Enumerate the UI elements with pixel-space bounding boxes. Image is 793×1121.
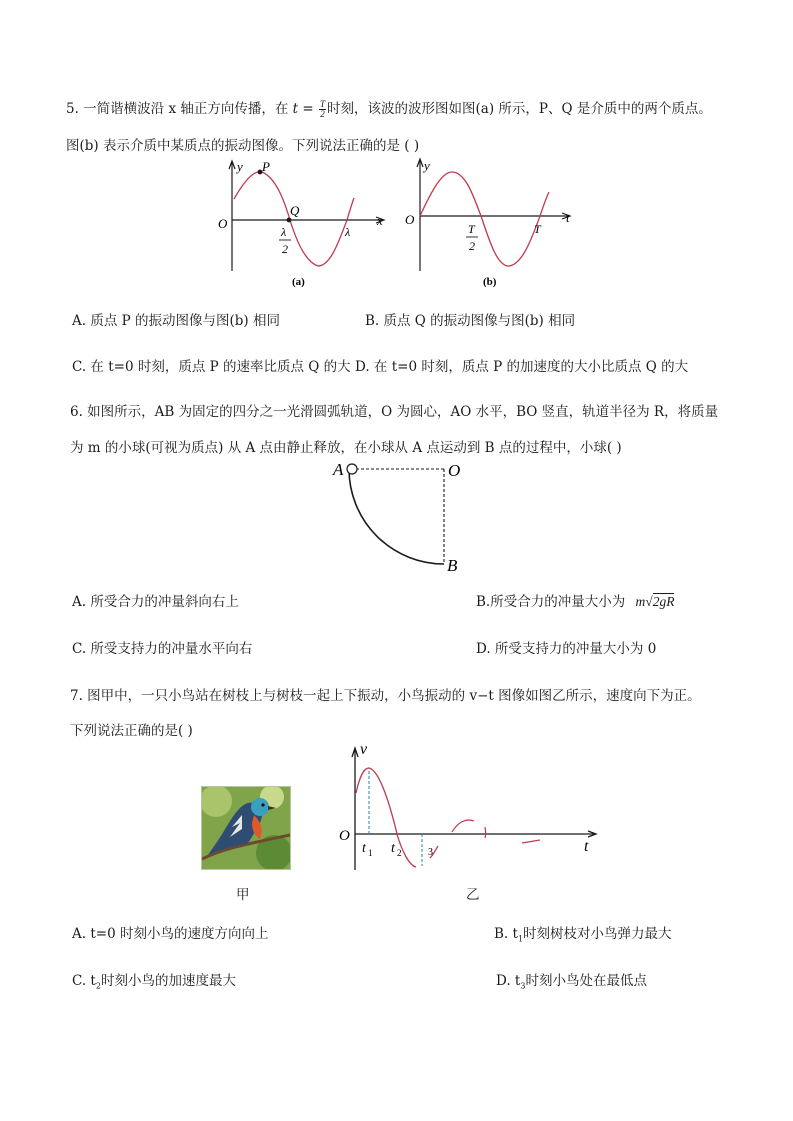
impulse-formula: m√2gR	[635, 594, 675, 609]
q5-stem-line2: 图(b) 表示介质中某质点的振动图像。下列说法正确的是 ( )	[66, 138, 420, 154]
t-over-2-fraction: $\frac{T}{2}$	[320, 99, 326, 119]
label-t1: t	[362, 841, 366, 856]
q7-option-d[interactable]: D. $t_3$时刻小鸟处在最低点	[496, 973, 647, 991]
q5-option-c[interactable]: C. 在 t=0 时刻，质点 P 的速率比质点 Q 的大	[72, 359, 351, 375]
label-half-T-den: 2	[469, 239, 475, 253]
caption-b: (b)	[483, 276, 497, 288]
label-p: P	[262, 159, 270, 174]
label-t1-sub: 1	[368, 848, 373, 858]
axis-label-y: y	[237, 159, 243, 174]
velocity-curve-fragment-3	[485, 827, 486, 838]
q5-option-a[interactable]: A. 质点 P 的振动图像与图(b) 相同	[72, 313, 280, 329]
q5-option-d[interactable]: D. 在 t=0 时刻，质点 P 的加速度的大小比质点 Q 的大	[355, 359, 689, 375]
label-t2: t	[391, 841, 395, 856]
q7-stem-line1: 7. 图甲中，一只小鸟站在树枝上与树枝一起上下振动，小鸟振动的 v−t 图像如图乙所示，速度向下为正。	[70, 688, 701, 704]
label-t2-sub: 2	[397, 848, 402, 858]
label-half-lambda-num: λ	[281, 225, 287, 239]
q7-option-c[interactable]: C. $t_2$时刻小鸟的加速度最大	[72, 973, 236, 991]
q5-stem-line1: 5. 一简谐横波沿 x 轴正方向传播，在 t = $\frac{T}{2}$ 时刻，该波的波形图如图(a) 所示，P、Q 是介质中的两个质点。	[66, 99, 712, 119]
axis-label-t: t	[584, 838, 589, 855]
axis-label-v: v	[360, 741, 368, 758]
label-T: T	[534, 222, 541, 236]
label-q: Q	[290, 203, 300, 218]
label-a: A	[333, 460, 344, 479]
velocity-curve-fragment-4	[522, 840, 540, 843]
caption-yi: 乙	[466, 887, 480, 903]
label-t3-sub: 3	[428, 847, 433, 858]
q6-option-b[interactable]: B.所受合力的冲量大小为 m√2gR	[476, 594, 675, 610]
label-lambda: λ	[345, 225, 351, 239]
origin-label: O	[405, 212, 415, 227]
q6-stem-line2: 为 m 的小球(可视为质点) 从 A 点由静止释放，在小球从 A 点运动到 B 点的过程中，小球( )	[70, 440, 622, 456]
q6-option-a[interactable]: A. 所受合力的冲量斜向右上	[72, 594, 239, 610]
label-half-T-num: T	[468, 222, 475, 236]
caption-a: (a)	[292, 276, 305, 288]
q6-option-d[interactable]: D. 所受支持力的冲量大小为 0	[476, 641, 657, 657]
label-half-lambda-den: 2	[282, 242, 288, 256]
q6-option-c[interactable]: C. 所受支持力的冲量水平向右	[72, 641, 253, 657]
velocity-curve-fragment-2	[452, 820, 474, 832]
q7-stem-line2: 下列说法正确的是( )	[70, 723, 193, 739]
label-o: O	[448, 461, 461, 480]
q7-option-a[interactable]: A. t=0 时刻小鸟的速度方向向上	[72, 926, 269, 942]
q7-option-b[interactable]: B. $t_1$时刻树枝对小鸟弹力最大	[494, 926, 672, 944]
axis-label-y: y	[424, 158, 430, 173]
origin-label: O	[218, 216, 228, 231]
q6-stem-line1: 6. 如图所示，AB 为固定的四分之一光滑圆弧轨道，O 为圆心，AO 水平，BO 竖直，轨道半径为 R，将质量	[70, 404, 719, 420]
caption-jia: 甲	[236, 887, 250, 903]
axis-label-t: t	[566, 210, 570, 225]
axis-label-x: x	[377, 213, 383, 228]
q5-option-b[interactable]: B. 质点 Q 的振动图像与图(b) 相同	[365, 313, 576, 329]
label-b: B	[447, 556, 458, 575]
origin-label: O	[339, 828, 350, 844]
